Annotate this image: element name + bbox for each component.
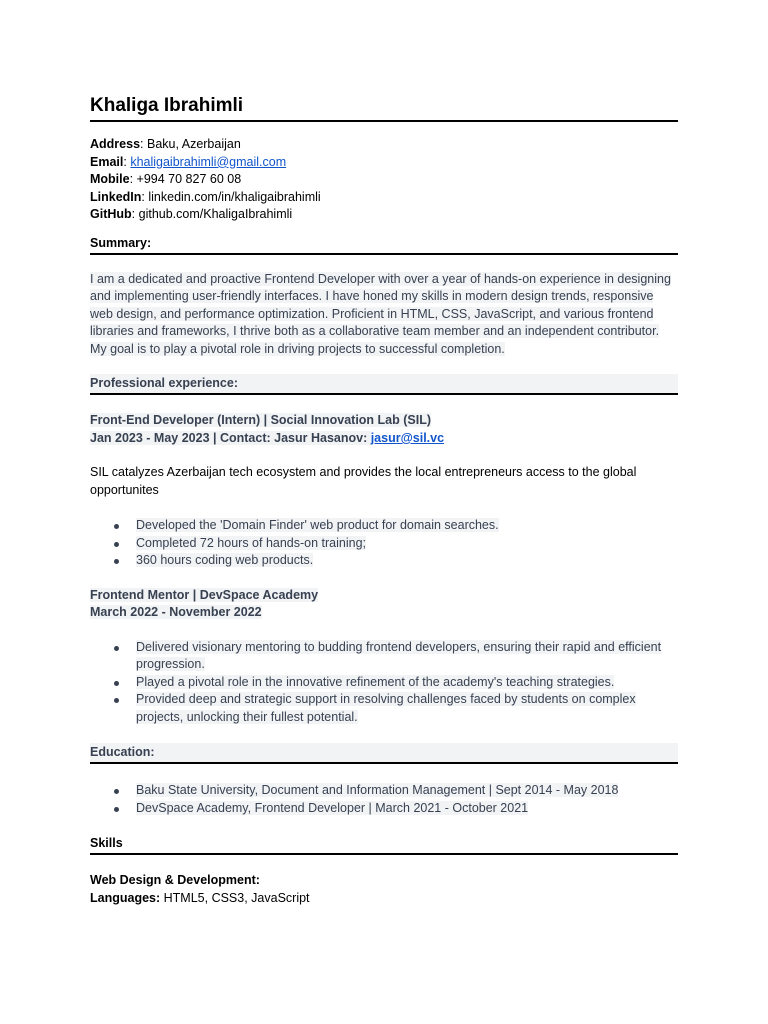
languages-label: Languages: — [90, 890, 161, 905]
education-list — [90, 782, 678, 817]
contact-linkedin: LinkedIn: linkedin.com/in/khaligaibrahimli — [90, 189, 321, 204]
bullet-icon — [114, 698, 119, 703]
github-label: GitHub — [90, 207, 132, 222]
mobile-label: Mobile — [90, 172, 130, 187]
list-item-text: Baku State University, Document and Information Management | Sept 2014 - May 2018 — [136, 783, 619, 798]
contact-mobile: Mobile: +994 70 827 60 08 — [90, 172, 242, 187]
list-item — [90, 800, 678, 818]
list-item-text: Delivered visionary mentoring to budding frontend developers, ensuring their rapid and efficient progression. — [136, 639, 662, 672]
skills-heading: Skills — [90, 834, 678, 855]
contact-email: Email: khaligaibrahimli@gmail.com — [90, 154, 287, 169]
list-item-text: Completed 72 hours of hands-on training; — [136, 535, 367, 550]
job-bullets — [90, 639, 678, 727]
list-item — [90, 535, 678, 553]
skills-subheading-text: Web Design & Development: — [90, 873, 260, 888]
email-link[interactable]: khaligaibrahimli@gmail.com — [130, 154, 287, 169]
job-title — [90, 587, 678, 605]
address-value: Baku, Azerbaijan — [146, 137, 241, 151]
list-item-text: 360 hours coding web products. — [136, 553, 314, 568]
list-item — [90, 552, 678, 570]
list-item-text: Developed the 'Domain Finder' web product for domain searches. — [136, 518, 499, 533]
list-item — [90, 691, 678, 726]
contact-address: Address: Baku, Azerbaijan — [90, 137, 241, 151]
bullet-icon — [114, 524, 119, 529]
summary-text — [90, 271, 678, 359]
list-item — [90, 639, 678, 674]
linkedin-value: linkedin.com/in/khaligaibrahimli — [148, 189, 321, 204]
job-title-text: Frontend Mentor | DevSpace Academy — [90, 587, 319, 602]
skills-languages — [90, 890, 678, 908]
linkedin-label: LinkedIn — [90, 189, 142, 204]
skills-subheading — [90, 872, 678, 890]
list-item-text: Played a pivotal role in the innovative refinement of the academy's teaching strategies. — [136, 674, 615, 689]
list-item — [90, 517, 678, 535]
skills-block — [90, 872, 678, 907]
education-heading: Education: — [90, 743, 678, 764]
contact-email-link[interactable]: jasur@sil.vc — [370, 430, 445, 445]
list-item — [90, 782, 678, 800]
languages-value: HTML5, CSS3, JavaScript — [163, 890, 310, 905]
bullet-icon — [114, 681, 119, 686]
job-title — [90, 412, 678, 430]
bullet-icon — [114, 646, 119, 651]
summary-heading: Summary: — [90, 234, 678, 255]
bullet-icon — [114, 559, 119, 564]
job-dates-text: Jan 2023 - May 2023 | Contact: Jasur Hasanov: — [90, 430, 371, 445]
candidate-name: Khaliga Ibrahimli — [90, 94, 678, 122]
bullet-icon — [114, 807, 119, 812]
job-dates — [90, 604, 678, 622]
job-title-text: Front-End Developer (Intern) | Social Innovation Lab (SIL) — [90, 413, 432, 428]
mobile-value: +994 70 827 60 08 — [136, 172, 242, 187]
job-dates — [90, 430, 678, 448]
list-item-text: DevSpace Academy, Frontend Developer | March 2021 - October 2021 — [136, 800, 529, 815]
experience-heading: Professional experience: — [90, 374, 678, 395]
job-bullets — [90, 517, 678, 570]
github-value: github.com/KhaligaIbrahimli — [138, 207, 293, 222]
bullet-icon — [114, 789, 119, 794]
email-label: Email — [90, 154, 124, 169]
list-item — [90, 674, 678, 692]
summary-text-content: I am a dedicated and proactive Frontend Developer with over a year of hands-on experience in designing and implementing user-friendly interfaces. I have honed my skills in modern design trends, responsive web design, and performance optimization. Proficient in HTML, CSS, JavaScript, and various frontend libraries and frameworks, I thrive both as a collaborative team member and an independent contributor. My goal is to play a pivotal role in driving projects to successful completion. — [90, 271, 671, 356]
list-item-text: Provided deep and strategic support in resolving challenges faced by students on complex projects, unlocking their fullest potential. — [136, 692, 636, 724]
resume-content — [90, 94, 678, 907]
address-label: Address — [90, 137, 141, 151]
job-dates-text: March 2022 - November 2022 — [90, 605, 262, 620]
bullet-icon — [114, 542, 119, 547]
contact-block — [90, 136, 678, 224]
job-description: SIL catalyzes Azerbaijan tech ecosystem and provides the local entrepreneurs access to the global opportunites — [90, 465, 637, 497]
contact-github: GitHub: github.com/KhaligaIbrahimli — [90, 207, 293, 222]
